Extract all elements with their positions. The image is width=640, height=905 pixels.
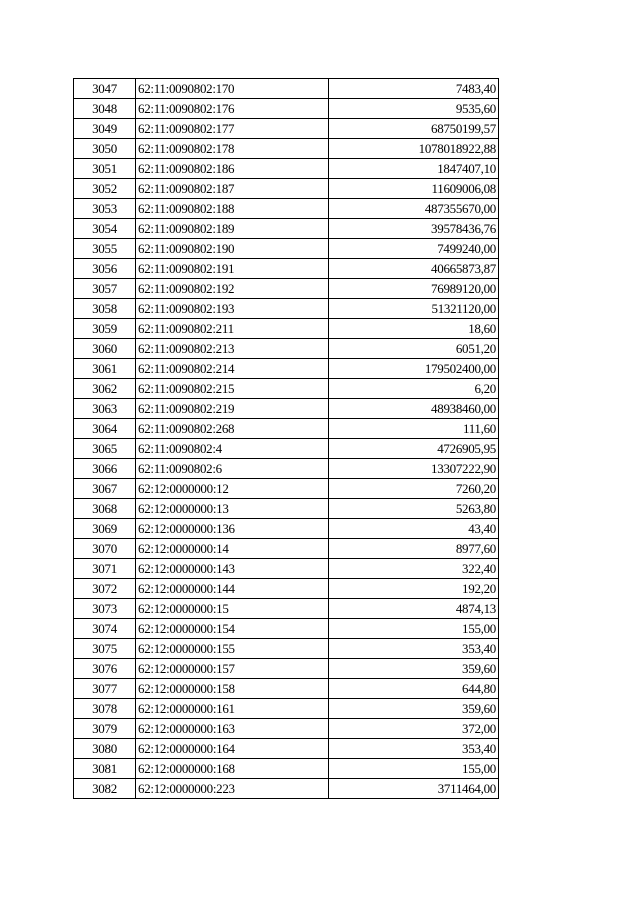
cadastral-value-cell: 4874,13 <box>329 599 499 619</box>
cadastral-value-cell: 9535,60 <box>329 99 499 119</box>
row-number-cell: 3050 <box>74 139 136 159</box>
table-row <box>74 399 499 419</box>
table-row <box>74 119 499 139</box>
table-row <box>74 719 499 739</box>
cadastral-number-cell: 62:11:0090802:170 <box>136 79 329 99</box>
cadastral-value-cell: 40665873,87 <box>329 259 499 279</box>
row-number-cell: 3057 <box>74 279 136 299</box>
table-row <box>74 99 499 119</box>
cadastral-number-cell: 62:11:0090802:190 <box>136 239 329 259</box>
table-row <box>74 559 499 579</box>
table-row <box>74 79 499 99</box>
table-row <box>74 659 499 679</box>
cadastral-number-cell: 62:11:0090802:176 <box>136 99 329 119</box>
row-number-cell: 3072 <box>74 579 136 599</box>
cadastral-value-cell: 359,60 <box>329 699 499 719</box>
cadastral-number-cell: 62:12:0000000:143 <box>136 559 329 579</box>
cadastral-value-cell: 43,40 <box>329 519 499 539</box>
row-number-cell: 3048 <box>74 99 136 119</box>
row-number-cell: 3066 <box>74 459 136 479</box>
cadastral-number-cell: 62:12:0000000:154 <box>136 619 329 639</box>
cadastral-number-cell: 62:11:0090802:268 <box>136 419 329 439</box>
table-row <box>74 619 499 639</box>
table-row <box>74 199 499 219</box>
cadastral-value-cell: 39578436,76 <box>329 219 499 239</box>
row-number-cell: 3082 <box>74 779 136 799</box>
row-number-cell: 3068 <box>74 499 136 519</box>
cadastral-number-cell: 62:12:0000000:157 <box>136 659 329 679</box>
table-row <box>74 759 499 779</box>
cadastral-value-cell: 1847407,10 <box>329 159 499 179</box>
table-row <box>74 159 499 179</box>
cadastral-value-cell: 353,40 <box>329 639 499 659</box>
row-number-cell: 3063 <box>74 399 136 419</box>
table-row <box>74 299 499 319</box>
row-number-cell: 3047 <box>74 79 136 99</box>
cadastral-number-cell: 62:12:0000000:136 <box>136 519 329 539</box>
cadastral-number-cell: 62:12:0000000:158 <box>136 679 329 699</box>
cadastral-number-cell: 62:11:0090802:214 <box>136 359 329 379</box>
cadastral-value-cell: 644,80 <box>329 679 499 699</box>
cadastral-value-cell: 18,60 <box>329 319 499 339</box>
cadastral-number-cell: 62:11:0090802:177 <box>136 119 329 139</box>
table-row <box>74 579 499 599</box>
row-number-cell: 3079 <box>74 719 136 739</box>
row-number-cell: 3054 <box>74 219 136 239</box>
cadastral-number-cell: 62:11:0090802:213 <box>136 339 329 359</box>
cadastral-value-cell: 8977,60 <box>329 539 499 559</box>
cadastral-value-cell: 487355670,00 <box>329 199 499 219</box>
table-row <box>74 539 499 559</box>
row-number-cell: 3049 <box>74 119 136 139</box>
cadastral-value-cell: 68750199,57 <box>329 119 499 139</box>
cadastral-value-cell: 192,20 <box>329 579 499 599</box>
cadastral-number-cell: 62:12:0000000:14 <box>136 539 329 559</box>
row-number-cell: 3053 <box>74 199 136 219</box>
cadastral-number-cell: 62:11:0090802:4 <box>136 439 329 459</box>
cadastral-value-cell: 6051,20 <box>329 339 499 359</box>
cadastral-number-cell: 62:12:0000000:155 <box>136 639 329 659</box>
cadastral-value-cell: 179502400,00 <box>329 359 499 379</box>
table-row <box>74 319 499 339</box>
table-row <box>74 459 499 479</box>
table-row <box>74 379 499 399</box>
cadastral-number-cell: 62:11:0090802:188 <box>136 199 329 219</box>
table-row <box>74 179 499 199</box>
table-row <box>74 519 499 539</box>
row-number-cell: 3064 <box>74 419 136 439</box>
cadastral-value-cell: 7499240,00 <box>329 239 499 259</box>
cadastral-value-cell: 51321120,00 <box>329 299 499 319</box>
table-row <box>74 219 499 239</box>
cadastral-value-table <box>73 78 499 799</box>
table-row <box>74 279 499 299</box>
table-row <box>74 359 499 379</box>
cadastral-value-cell: 1078018922,88 <box>329 139 499 159</box>
table-row <box>74 479 499 499</box>
cadastral-number-cell: 62:11:0090802:192 <box>136 279 329 299</box>
row-number-cell: 3075 <box>74 639 136 659</box>
cadastral-value-cell: 13307222,90 <box>329 459 499 479</box>
cadastral-number-cell: 62:11:0090802:193 <box>136 299 329 319</box>
row-number-cell: 3051 <box>74 159 136 179</box>
cadastral-number-cell: 62:12:0000000:223 <box>136 779 329 799</box>
table-row <box>74 599 499 619</box>
cadastral-number-cell: 62:11:0090802:187 <box>136 179 329 199</box>
cadastral-number-cell: 62:12:0000000:15 <box>136 599 329 619</box>
cadastral-value-cell: 6,20 <box>329 379 499 399</box>
row-number-cell: 3069 <box>74 519 136 539</box>
row-number-cell: 3060 <box>74 339 136 359</box>
row-number-cell: 3080 <box>74 739 136 759</box>
cadastral-value-cell: 322,40 <box>329 559 499 579</box>
cadastral-number-cell: 62:11:0090802:219 <box>136 399 329 419</box>
cadastral-value-cell: 76989120,00 <box>329 279 499 299</box>
cadastral-number-cell: 62:11:0090802:186 <box>136 159 329 179</box>
cadastral-number-cell: 62:12:0000000:161 <box>136 699 329 719</box>
cadastral-value-cell: 155,00 <box>329 759 499 779</box>
cadastral-number-cell: 62:11:0090802:178 <box>136 139 329 159</box>
row-number-cell: 3071 <box>74 559 136 579</box>
row-number-cell: 3059 <box>74 319 136 339</box>
row-number-cell: 3065 <box>74 439 136 459</box>
cadastral-value-cell: 7260,20 <box>329 479 499 499</box>
cadastral-number-cell: 62:12:0000000:168 <box>136 759 329 779</box>
row-number-cell: 3081 <box>74 759 136 779</box>
row-number-cell: 3067 <box>74 479 136 499</box>
row-number-cell: 3073 <box>74 599 136 619</box>
cadastral-number-cell: 62:11:0090802:191 <box>136 259 329 279</box>
table-row <box>74 139 499 159</box>
table-row <box>74 259 499 279</box>
cadastral-number-cell: 62:11:0090802:6 <box>136 459 329 479</box>
table-row <box>74 739 499 759</box>
cadastral-number-cell: 62:12:0000000:163 <box>136 719 329 739</box>
cadastral-value-cell: 48938460,00 <box>329 399 499 419</box>
cadastral-value-cell: 353,40 <box>329 739 499 759</box>
cadastral-value-cell: 111,60 <box>329 419 499 439</box>
cadastral-value-cell: 3711464,00 <box>329 779 499 799</box>
table-body <box>74 79 499 799</box>
table-row <box>74 679 499 699</box>
table-row <box>74 439 499 459</box>
row-number-cell: 3058 <box>74 299 136 319</box>
table-row <box>74 239 499 259</box>
cadastral-number-cell: 62:11:0090802:215 <box>136 379 329 399</box>
cadastral-value-cell: 372,00 <box>329 719 499 739</box>
table-row <box>74 499 499 519</box>
row-number-cell: 3061 <box>74 359 136 379</box>
row-number-cell: 3055 <box>74 239 136 259</box>
row-number-cell: 3052 <box>74 179 136 199</box>
table-row <box>74 419 499 439</box>
table-row <box>74 779 499 799</box>
cadastral-value-cell: 155,00 <box>329 619 499 639</box>
table-row <box>74 339 499 359</box>
row-number-cell: 3056 <box>74 259 136 279</box>
table-row <box>74 699 499 719</box>
cadastral-value-cell: 11609006,08 <box>329 179 499 199</box>
cadastral-number-cell: 62:12:0000000:12 <box>136 479 329 499</box>
cadastral-number-cell: 62:12:0000000:13 <box>136 499 329 519</box>
cadastral-number-cell: 62:12:0000000:144 <box>136 579 329 599</box>
row-number-cell: 3076 <box>74 659 136 679</box>
cadastral-value-cell: 5263,80 <box>329 499 499 519</box>
cadastral-value-cell: 359,60 <box>329 659 499 679</box>
row-number-cell: 3077 <box>74 679 136 699</box>
cadastral-number-cell: 62:12:0000000:164 <box>136 739 329 759</box>
cadastral-value-cell: 4726905,95 <box>329 439 499 459</box>
table-row <box>74 639 499 659</box>
row-number-cell: 3078 <box>74 699 136 719</box>
cadastral-number-cell: 62:11:0090802:211 <box>136 319 329 339</box>
row-number-cell: 3070 <box>74 539 136 559</box>
cadastral-value-cell: 7483,40 <box>329 79 499 99</box>
row-number-cell: 3074 <box>74 619 136 639</box>
row-number-cell: 3062 <box>74 379 136 399</box>
cadastral-number-cell: 62:11:0090802:189 <box>136 219 329 239</box>
